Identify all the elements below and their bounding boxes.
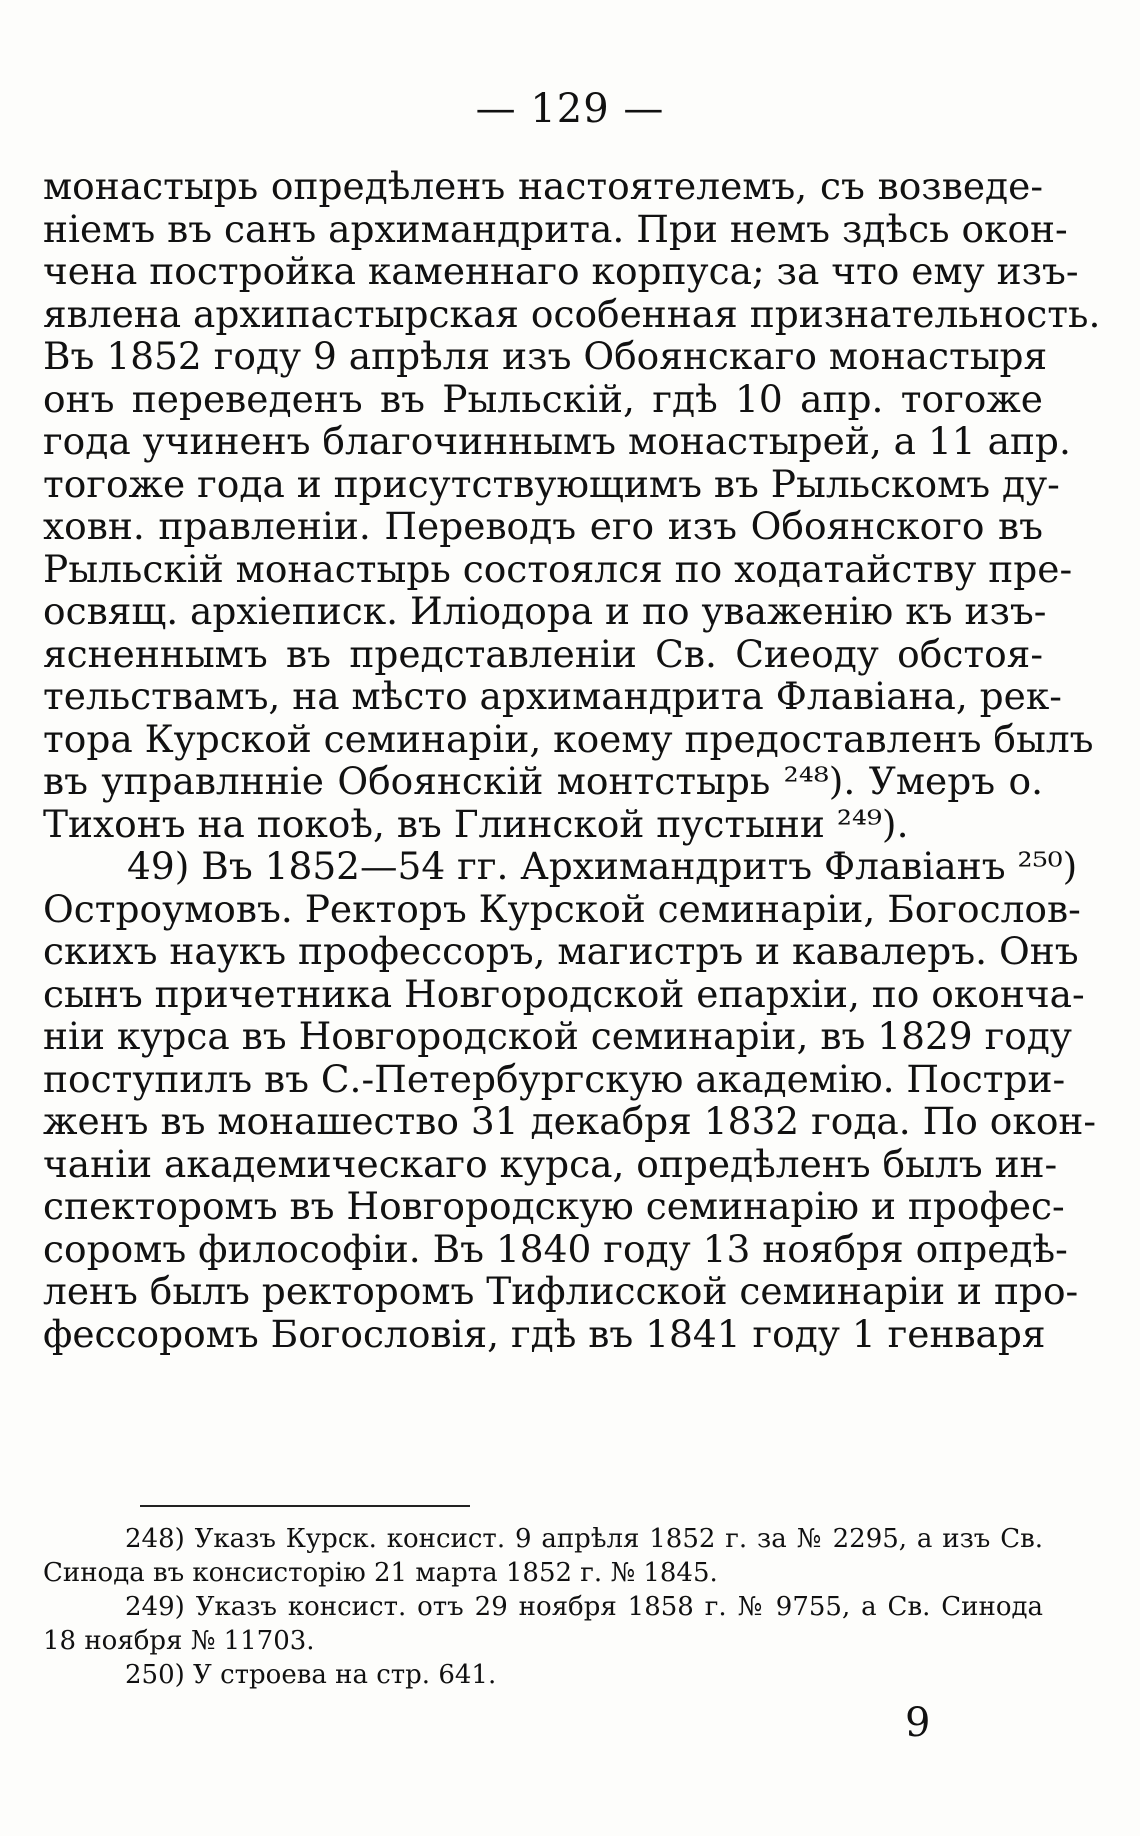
body-text xyxy=(43,164,1101,1356)
text-line: ховн. правленіи. Переводъ его изъ Обоянского въ xyxy=(43,504,1043,548)
text-line: чаніи академическаго курса, опредѣленъ былъ ин- xyxy=(43,1141,1058,1186)
footnote-line: 249) Указъ консист. отъ 29 ноября 1858 г. № 9755, а Св. Синода xyxy=(125,1592,1043,1622)
text-line: поступилъ въ С.-Петербургскую академію. Постри- xyxy=(43,1056,1066,1101)
text-line: ясненнымъ въ представленіи Св. Сиеоду обстоя- xyxy=(43,631,1043,676)
text-line: Въ 1852 году 9 апрѣля изъ Обоянскаго монастыря xyxy=(43,334,1048,378)
text-line: тельствамъ, на мѣсто архимандрита Флавіана, рек- xyxy=(43,674,1062,718)
text-line: тора Курской семинаріи, коему предоставленъ былъ xyxy=(43,716,1094,761)
page-number: — 129 — xyxy=(475,86,665,132)
text-line: женъ въ монашество 31 декабря 1832 года. По окон- xyxy=(43,1099,1097,1143)
text-line: Рыльскій монастырь состоялся по ходатайству пре- xyxy=(43,546,1073,591)
text-line: монастырь опредѣленъ настоятелемъ, съ возведе- xyxy=(43,164,1043,208)
text-line: Остроумовъ. Ректоръ Курской семинаріи, Богослов- xyxy=(43,886,1081,931)
text-line: ніи курса въ Новгородской семинаріи, въ 1829 году xyxy=(43,1014,1072,1058)
text-line: года учиненъ благочиннымъ монастырей, а 11 апр. xyxy=(43,419,1071,463)
text-line: онъ переведенъ въ Рыльскій, гдѣ 10 апр. тогоже xyxy=(43,376,1043,421)
text-line: явлена архипастырская особенная признательность. xyxy=(43,291,1101,336)
text-line: скихъ наукъ профессоръ, магистръ и кавалеръ. Онъ xyxy=(43,929,1079,973)
footnote-divider xyxy=(140,1505,470,1507)
text-line: фессоромъ Богословія, гдѣ въ 1841 году 1 генваря xyxy=(43,1311,1046,1356)
footnotes xyxy=(43,1522,1043,1692)
text-line: въ управлнніе Обоянскій монтстырь ²⁴⁸). Умеръ о. xyxy=(43,759,1043,803)
footnote-line: 250) У строева на стр. 641. xyxy=(125,1660,497,1690)
text-line: спекторомъ въ Новгородскую семинарію и профес- xyxy=(43,1184,1065,1228)
text-line: ленъ былъ ректоромъ Тифлисской семинаріи и про- xyxy=(43,1269,1079,1313)
text-line: тогоже года и присутствующимъ въ Рыльскомъ ду- xyxy=(43,461,1060,506)
text-line: 49) Въ 1852—54 гг. Архимандритъ Флавіанъ ²⁵⁰) xyxy=(127,844,1078,888)
footnote-line: 248) Указъ Курск. консист. 9 апрѣля 1852 г. за № 2295, а изъ Св. xyxy=(125,1524,1043,1554)
text-line: Тихонъ на покоѣ, въ Глинской пустыни ²⁴⁹). xyxy=(43,801,909,846)
footnote-line: 18 ноября № 11703. xyxy=(43,1626,315,1656)
text-line: сынъ причетника Новгородской епархіи, по оконча- xyxy=(43,971,1085,1016)
text-line: освящ. архіеписк. Иліодора и по уваженію къ изъ- xyxy=(43,589,1047,633)
text-line: соромъ философіи. Въ 1840 году 13 ноября опредѣ- xyxy=(43,1226,1068,1271)
footnote-line: Синода въ консисторію 21 марта 1852 г. № 1845. xyxy=(43,1558,718,1588)
text-line: чена постройка каменнаго корпуса; за что ему изъ- xyxy=(43,249,1079,293)
text-line: ніемъ въ санъ архимандрита. При немъ здѣсь окон- xyxy=(43,206,1068,251)
signature-mark: 9 xyxy=(905,1700,931,1746)
